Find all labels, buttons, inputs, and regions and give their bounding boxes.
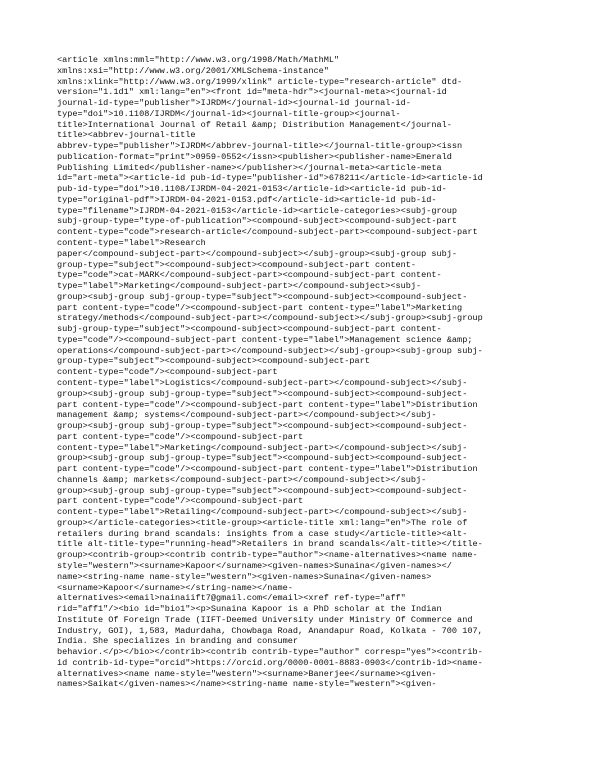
code-line: channels &amp; markets</compound-subject-part></compound-subject></subj- <box>57 474 427 485</box>
code-line: id contrib-id-type="orcid">https://orcid.org/0000-0001-8883-0903</contrib-id><name- <box>57 657 483 668</box>
code-line: title alt-title-type="running-head">Retailers in brand scandals</alt-title></title- <box>57 539 483 550</box>
code-line: group><subj-group subj-group-type="subject"><compound-subject><compound-subject- <box>57 421 468 432</box>
code-line: style="western"><surname>Kapoor</surname><given-names>Sunaina</given-names></ <box>57 560 452 571</box>
code-line: behavior.</p></bio></contrib><contrib contrib-type="author" corresp="yes"><contrib- <box>57 647 483 658</box>
code-line: group></article-categories><title-group><article-title xml:lang="en">The role of <box>57 517 468 528</box>
code-line: type="code">cat-MARK</compound-subject-part><compound-subject-part content- <box>57 270 442 281</box>
code-line: title><abbrev-journal-title <box>57 130 196 141</box>
code-line: retailers during brand scandals: insights from a case study</article-title><alt- <box>57 528 468 539</box>
code-line: type="doi">10.1108/IJRDM</journal-id><journal-title-group><journal- <box>57 108 401 119</box>
code-line: id="art-meta"><article-id pub-id-type="publisher-id">678211</article-id><article-id <box>57 173 483 184</box>
code-line: content-type="label">Retailing</compound-subject-part></compound-subject></subj- <box>57 507 468 518</box>
code-line: group-type="subject"><compound-subject><compound-subject-part <box>57 356 370 367</box>
code-line: type="label">Marketing</compound-subject-part></compound-subject><subj- <box>57 281 422 292</box>
code-line: subj-group-type="type-of-publication"><compound-subject><compound-subject-part <box>57 216 458 227</box>
code-line: strategy/methods</compound-subject-part></compound-subject></subj-group><subj-group <box>57 313 483 324</box>
code-line: content-type="code"/><compound-subject-part <box>57 367 278 378</box>
code-line: type="original-pdf">IJRDM-04-2021-0153.pdf</article-id><article-id pub-id- <box>57 194 437 205</box>
code-line: part content-type="code"/><compound-subject-part content-type="label">Distribution <box>57 464 478 475</box>
code-line: group><subj-group subj-group-type="subject"><compound-subject><compound-subject- <box>57 453 468 464</box>
code-line: Industry, GOI), 1,583, Madurdaha, Chowbaga Road, Anandapur Road, Kolkata - 700 107, <box>57 625 483 636</box>
code-line: rid="aff1"/><bio id="bio1"><p>Sunaina Kapoor is a PhD scholar at the Indian <box>57 604 442 615</box>
code-line: version="1.1d1" xml:lang="en"><front id="meta-hdr"><journal-meta><journal-id <box>57 87 447 98</box>
code-line: publication-format="print">0959-0552</issn><publisher><publisher-name>Emerald <box>57 151 452 162</box>
code-line: India. She specializes in branding and consumer <box>57 636 299 647</box>
code-line: subj-group-type="subject"><compound-subject><compound-subject-part content- <box>57 324 442 335</box>
code-line: content-type="label">Logistics</compound-subject-part></compound-subject></subj- <box>57 377 468 388</box>
code-line: xmlns:xsi="http://www.w3.org/2001/XMLSchema-instance" <box>57 65 329 76</box>
code-line: <article xmlns:mml="http://www.w3.org/1998/Math/MathML" <box>57 55 340 65</box>
code-line: group><subj-group subj-group-type="subject"><compound-subject><compound-subject- <box>57 291 468 302</box>
code-line: alternatives><email>nainaiift7@gmail.com</email><xref ref-type="aff" <box>57 593 406 604</box>
code-line: operations</compound-subject-part></compound-subject></subj-group><subj-group subj- <box>57 345 483 356</box>
code-line: part content-type="code"/><compound-subject-part <box>57 496 304 507</box>
code-line: management &amp; systems</compound-subject-part></compound-subject></subj- <box>57 410 437 421</box>
code-line: group><subj-group subj-group-type="subject"><compound-subject><compound-subject- <box>57 485 468 496</box>
code-line: group><subj-group subj-group-type="subject"><compound-subject><compound-subject- <box>57 388 468 399</box>
code-line: type="code"/><compound-subject-part content-type="label">Management science &amp; <box>57 334 473 345</box>
code-line: group><contrib-group><contrib contrib-type="author"><name-alternatives><name name- <box>57 550 478 561</box>
code-line: paper</compound-subject-part></compound-subject></subj-group><subj-group subj- <box>57 248 458 259</box>
code-line: type="filename">IJRDM-04-2021-0153</article-id><article-categories><subj-group <box>57 205 458 216</box>
code-line: journal-id-type="publisher">IJRDM</journal-id><journal-id journal-id- <box>57 98 411 109</box>
code-line: part content-type="code"/><compound-subject-part content-type="label">Marketing <box>57 302 463 313</box>
code-line: content-type="label">Research <box>57 238 206 249</box>
code-line: part content-type="code"/><compound-subject-part content-type="label">Distribution <box>57 399 478 410</box>
code-line: abbrev-type="publisher">IJRDM</abbrev-journal-title></journal-title-group><issn <box>57 141 463 152</box>
code-line: Institute Of Foreign Trade (IIFT-Deemed University under Ministry Of Commerce and <box>57 614 473 625</box>
code-line: name><string-name name-style="western"><given-names>Sunaina</given-names> <box>57 571 432 582</box>
code-line: names>Saikat</given-names></name><string-name name-style="western"><given- <box>57 679 437 690</box>
code-line: xmlns:xlink="http://www.w3.org/1999/xlink" article-type="research-article" dtd- <box>57 76 463 87</box>
code-line: content-type="code">research-article</compound-subject-part><compound-subject-part <box>57 227 478 238</box>
code-line: part content-type="code"/><compound-subject-part <box>57 431 304 442</box>
code-line: pub-id-type="doi">10.1108/IJRDM-04-2021-0153</article-id><article-id pub-id- <box>57 184 447 195</box>
code-line: Publishing Limited</publisher-name></publisher></journal-meta><article-meta <box>57 162 442 173</box>
code-line: alternatives><name name-style="western"><surname>Banerjee</surname><given- <box>57 668 437 679</box>
code-line: title>International Journal of Retail &amp; Distribution Management</journal- <box>57 119 452 130</box>
document-page <box>57 55 547 690</box>
code-line: group-type="subject"><compound-subject><compound-subject-part content- <box>57 259 417 270</box>
code-line: <surname>Kapoor</surname></string-name></name- <box>57 582 293 593</box>
code-line: content-type="label">Marketing</compound-subject-part></compound-subject></subj- <box>57 442 468 453</box>
